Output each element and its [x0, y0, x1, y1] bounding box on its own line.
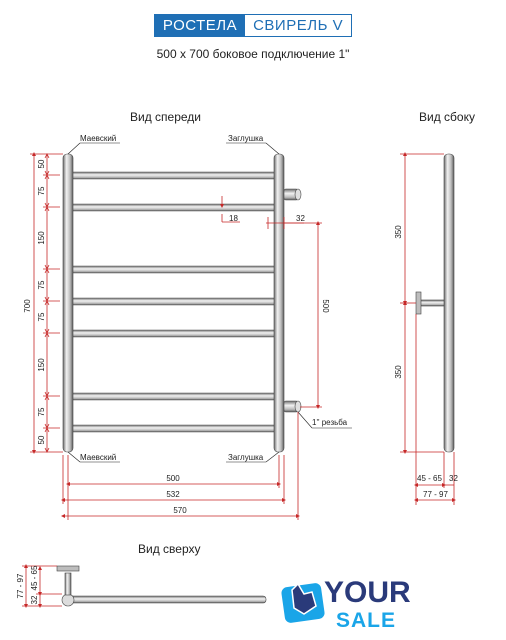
dim-connection: 500: [321, 299, 330, 313]
dim-width-500: 500: [166, 474, 180, 483]
dim-segment: 75: [37, 280, 46, 290]
side-bracket-plate: [416, 292, 421, 314]
dim-top-sub2: 45 - 65: [30, 565, 39, 591]
dim-segment: 75: [37, 186, 46, 196]
dim-side-top: 350: [394, 225, 403, 239]
top-pipe-end: [62, 594, 74, 606]
rung: [70, 172, 280, 179]
dim-width-532: 532: [166, 490, 180, 499]
top-dimension-labels: [16, 565, 39, 604]
side-bracket-rod: [420, 300, 444, 306]
top-view-title: Вид сверху: [138, 542, 201, 556]
mayevsky-bottom-label: Маевский: [80, 453, 117, 462]
rungs: [70, 172, 280, 432]
front-view-title: Вид спереди: [130, 110, 202, 124]
segment-dimension-line: [43, 154, 60, 452]
plug-top-label: Заглушка: [228, 134, 264, 143]
logo-word-sale: SALE: [336, 609, 397, 632]
your-sale-logo: [281, 576, 411, 632]
dim-inlet-offset: 18: [229, 214, 238, 223]
dim-width-570: 570: [173, 506, 187, 515]
dim-segment: 75: [37, 312, 46, 322]
front-view: [63, 134, 352, 462]
side-view-title: Вид сбоку: [419, 110, 475, 124]
thread-label: 1'' резьба: [312, 418, 348, 427]
rung: [70, 298, 280, 305]
dim-segment: 50: [37, 435, 46, 445]
top-bracket-rod: [65, 573, 71, 595]
dim-segment: 150: [37, 358, 46, 372]
dim-segment: 75: [37, 407, 46, 417]
right-pipe: [274, 154, 284, 452]
dim-top-total: 77 - 97: [16, 573, 25, 599]
plug-bottom-label: Заглушка: [228, 453, 264, 462]
dim-segment: 50: [37, 159, 46, 169]
top-rail: [66, 596, 266, 603]
rung: [70, 393, 280, 400]
rung: [70, 425, 280, 432]
dim-side-depth-small: 32: [449, 474, 458, 483]
dim-segment: 150: [37, 231, 46, 245]
dim-side-depth-total: 77 - 97: [423, 490, 448, 499]
side-view: [416, 154, 454, 452]
dim-side-depth-upper: 45 - 65: [417, 474, 442, 483]
left-pipe: [63, 154, 73, 452]
dim-side-bottom: 350: [394, 365, 403, 379]
dim-top-sub: 32: [30, 595, 39, 605]
logo-word-your: YOUR: [324, 576, 411, 609]
rung: [70, 266, 280, 273]
side-pipe: [444, 154, 454, 452]
top-dimensions: [22, 566, 62, 606]
top-view: [57, 566, 266, 606]
rung: [70, 330, 280, 337]
dim-total-height: 700: [23, 299, 32, 313]
rung: [70, 204, 280, 211]
model-label: СВИРЕЛЬ V: [253, 17, 344, 34]
dim-pipe-offset: 32: [296, 214, 305, 223]
top-bracket-plate: [57, 566, 79, 571]
mayevsky-top-label: Маевский: [80, 134, 117, 143]
subtitle: 500 х 700 боковое подключение 1": [156, 47, 350, 61]
brand-label: РОСТЕЛА: [155, 15, 245, 36]
